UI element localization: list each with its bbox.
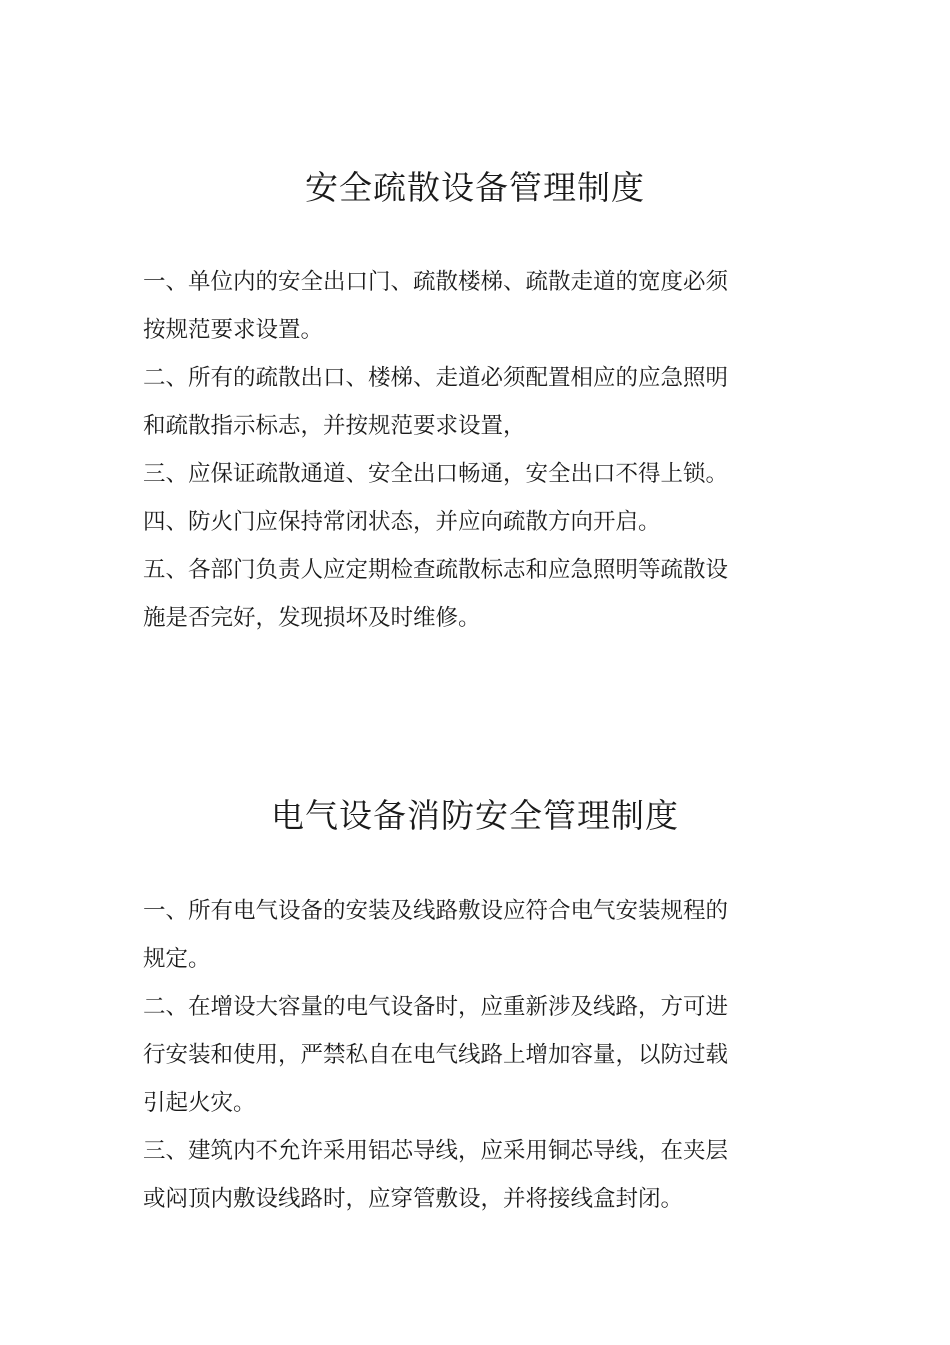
section-1-line-1: 一、单位内的安全出口门、疏散楼梯、疏散走道的宽度必须 <box>143 269 729 295</box>
section-1-line-2: 按规范要求设置。 <box>143 317 324 343</box>
section-2-line-3: 二、在增设大容量的电气设备时，应重新涉及线路，方可进 <box>143 994 729 1020</box>
section-2-line-7: 或闷顶内敷设线路时，应穿管敷设，并将接线盒封闭。 <box>143 1186 684 1212</box>
section-2-line-2: 规定。 <box>143 946 211 972</box>
section-1-line-7: 五、各部门负责人应定期检查疏散标志和应急照明等疏散设 <box>143 557 729 583</box>
section-1-line-6: 四、防火门应保持常闭状态，并应向疏散方向开启。 <box>143 509 661 535</box>
section-2-line-5: 引起火灾。 <box>143 1090 256 1116</box>
section-1-title: 安全疏散设备管理制度 <box>305 168 645 207</box>
section-2-line-6: 三、建筑内不允许采用铝芯导线，应采用铜芯导线，在夹层 <box>143 1138 729 1164</box>
section-2-title: 电气设备消防安全管理制度 <box>271 796 679 835</box>
section-2-line-4: 行安装和使用，严禁私自在电气线路上增加容量，以防过载 <box>143 1042 729 1068</box>
section-1-line-8: 施是否完好，发现损坏及时维修。 <box>143 605 481 631</box>
section-1-line-5: 三、应保证疏散通道、安全出口畅通，安全出口不得上锁。 <box>143 461 729 487</box>
section-1-line-3: 二、所有的疏散出口、楼梯、走道必须配置相应的应急照明 <box>143 365 729 391</box>
section-2-line-1: 一、所有电气设备的安装及线路敷设应符合电气安装规程的 <box>143 898 729 924</box>
section-1-line-4: 和疏散指示标志，并按规范要求设置， <box>143 413 526 439</box>
